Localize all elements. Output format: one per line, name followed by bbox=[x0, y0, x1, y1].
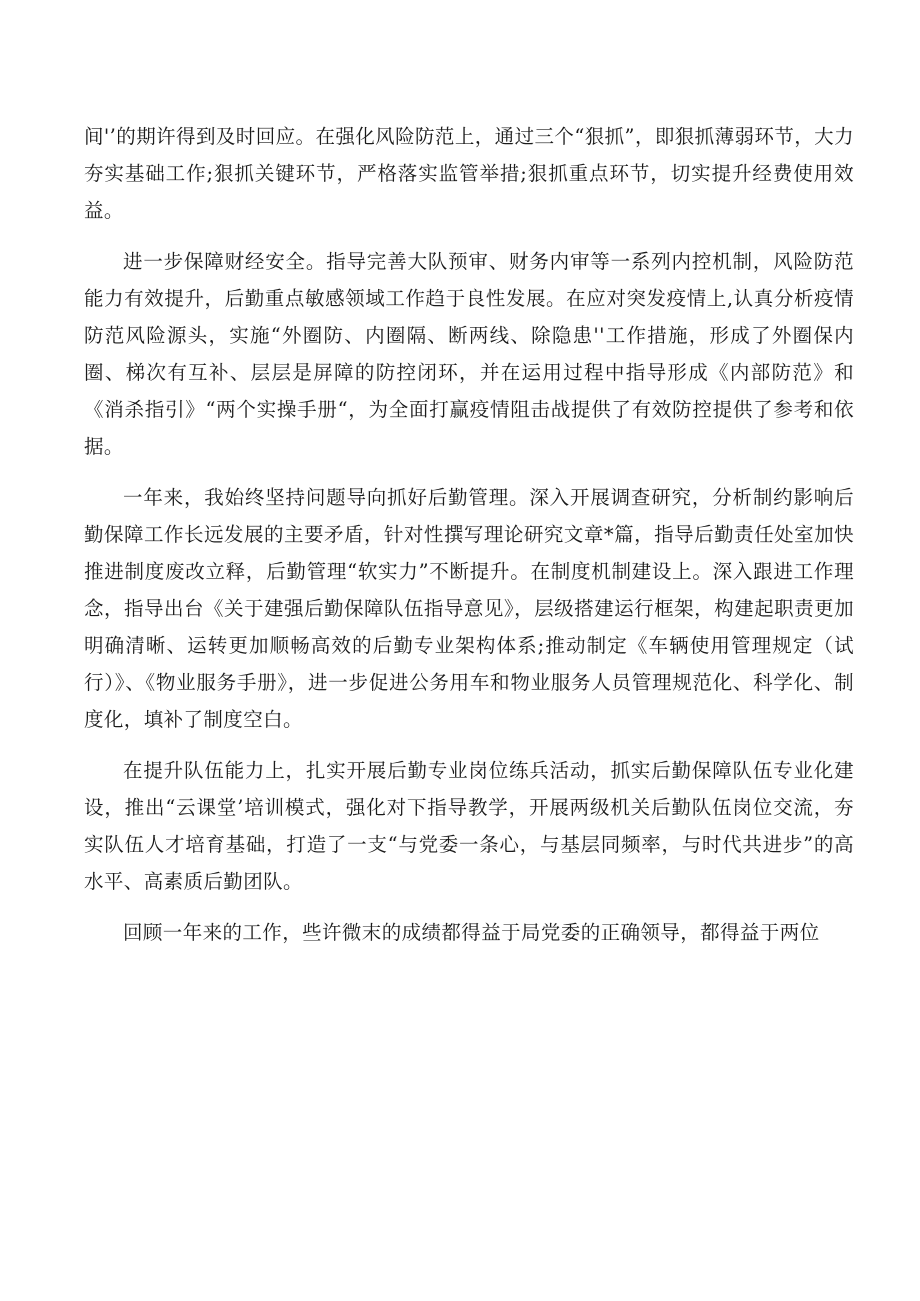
document-body bbox=[84, 118, 854, 965]
paragraph-review: 回顾一年来的工作，些许微末的成绩都得益于局党委的正确领导，都得益于两位 bbox=[123, 921, 820, 944]
paragraph-continuation: 间'’的期许得到及时回应。在强化风险防范上，通过三个“狠抓”，即狠抓薄弱环节，大力夯实基础工作;狠抓关键环节，严格落实监管举措;狠抓重点环节，切实提升经费使用效益。 bbox=[84, 125, 854, 222]
paragraph-financial-security: 进一步保障财经安全。指导完善大队预审、财务内审等一系列内控机制，风险防范能力有效提升，后勤重点敏感领域工作趋于良性发展。在应对突发疫情上,认真分析疫情防范风险源头，实施“外圈防、内圈隔、断两线、除隐患''工作措施，形成了外圈保内圈、梯次有互补、层层是屏障的防控闭环，并在运用过程中指导形成《内部防范》和《消杀指引》“两个实操手册“，为全面打赢疫情阻击战提供了有效防控提供了参考和依据。 bbox=[84, 250, 854, 458]
paragraph-team-capability: 在提升队伍能力上，扎实开展后勤专业岗位练兵活动，抓实后勤保障队伍专业化建设，推出“云课堂’培训模式，强化对下指导教学，开展两级机关后勤队伍岗位交流，夯实队伍人才培育基础，打造了一支“与党委一条心，与基层同频率，与时代共进步”的高水平、高素质后勤团队。 bbox=[84, 759, 854, 893]
paragraph-logistics-management: 一年来，我始终坚持问题导向抓好后勤管理。深入开展调查研究，分析制约影响后勤保障工作长远发展的主要矛盾，针对性撰写理论研究文章*篇，指导后勤责任处室加快推进制度废改立释，后勤管理“软实力”不断提升。在制度机制建设上。深入跟进工作理念，指导出台《关于建强后勤保障队伍指导意见》，层级搭建运行框架，构建起职责更加明确清晰、运转更加顺畅高效的后勤专业架构体系;推动制定《车辆使用管理规定（试行）》、《物业服务手册》，进一步促进公务用车和物业服务人员管理规范化、科学化、制度化，填补了制度空白。 bbox=[84, 486, 854, 731]
